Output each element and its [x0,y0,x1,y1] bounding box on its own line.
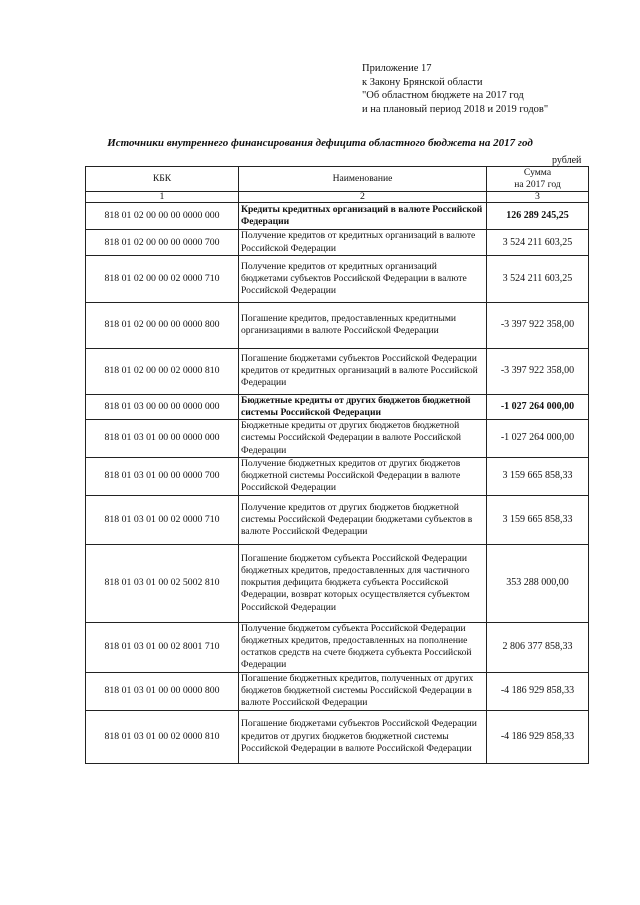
amount-cell: -4 186 929 858,33 [487,672,589,710]
name-cell: Погашение бюджетных кредитов, полученных от других бюджетов бюджетной системы Российской Федерации в валюте Российской Федерации [239,672,487,710]
kbk-cell: 818 01 03 01 00 00 0000 000 [86,420,239,458]
column-number: 2 [239,192,487,203]
name-cell: Получение кредитов от других бюджетов бюджетной системы Российской Федерации бюджетами субъектов в валюте Российской Федерации [239,495,487,544]
kbk-cell: 818 01 03 00 00 00 0000 000 [86,394,239,419]
financing-table [85,166,589,764]
kbk-cell: 818 01 02 00 00 00 0000 000 [86,203,239,230]
sum-header-line: Сумма [523,167,552,178]
amount-cell: -1 027 264 000,00 [487,420,589,458]
table-row [86,420,589,458]
name-cell: Погашение бюджетами субъектов Российской Федерации кредитов от кредитных организаций в валюте Российской Федерации [239,348,487,394]
column-number: 1 [86,192,239,203]
kbk-cell: 818 01 02 00 00 02 0000 810 [86,348,239,394]
name-cell: Получение кредитов от кредитных организаций бюджетами субъектов Российской Федерации в валюте Российской Федерации [239,255,487,302]
table-row [86,622,589,672]
sum-header-line: на 2017 год [514,179,561,191]
name-cell: Погашение бюджетами субъектов Российской Федерации кредитов от других бюджетов бюджетной системы Российской Федерации в валюте Российской Федерации [239,710,487,763]
table-row [86,302,589,348]
document-title: Источники внутреннего финансирования дефицита областного бюджета на 2017 год [107,137,533,149]
amount-cell: 2 806 377 858,33 [487,622,589,672]
table-row [86,710,589,763]
kbk-cell: 818 01 03 01 00 00 0000 700 [86,457,239,495]
amount-cell: 3 524 211 603,25 [487,230,589,255]
name-cell: Кредиты кредитных организаций в валюте Российской Федерации [239,203,487,230]
amount-cell: -3 397 922 358,00 [487,348,589,394]
name-cell: Погашение кредитов, предоставленных кредитными организациями в валюте Российской Федерации [239,302,487,348]
appendix-line: к Закону Брянской области [362,76,483,88]
amount-cell: 353 288 000,00 [487,544,589,622]
kbk-cell: 818 01 02 00 00 00 0000 700 [86,230,239,255]
kbk-cell: 818 01 03 01 00 00 0000 800 [86,672,239,710]
amount-cell: 3 159 665 858,33 [487,495,589,544]
header-row [86,167,589,192]
table-row [86,544,589,622]
amount-cell: -1 027 264 000,00 [487,394,589,419]
kbk-cell: 818 01 02 00 00 02 0000 710 [86,255,239,302]
amount-cell: -3 397 922 358,00 [487,302,589,348]
name-cell: Получение бюджетных кредитов от других бюджетов бюджетной системы Российской Федерации в валюте Российской Федерации [239,457,487,495]
appendix-line: Приложение 17 [362,63,432,74]
kbk-cell: 818 01 03 01 00 02 8001 710 [86,622,239,672]
kbk-cell: 818 01 03 01 00 02 0000 710 [86,495,239,544]
name-cell: Погашение бюджетом субъекта Российской Федерации бюджетных кредитов, предоставленных для частичного покрытия дефицита бюджета субъекта Российской Федерации, возврат которых осуществляется субъектом Российской Федерации [239,544,487,622]
name-header: Наименование [239,167,487,192]
name-cell: Бюджетные кредиты от других бюджетов бюджетной системы Российской Федерации в валюте Российской Федерации [239,420,487,458]
amount-cell: 3 524 211 603,25 [487,255,589,302]
amount-cell: 126 289 245,25 [487,203,589,230]
amount-cell: 3 159 665 858,33 [487,457,589,495]
table-row [86,348,589,394]
kbk-cell: 818 01 03 01 00 02 0000 810 [86,710,239,763]
kbk-cell: 818 01 03 01 00 02 5002 810 [86,544,239,622]
table-row [86,672,589,710]
table-row [86,394,589,419]
name-cell: Получение кредитов от кредитных организаций в валюте Российской Федерации [239,230,487,255]
table-row [86,230,589,255]
kbk-header: КБК [86,167,239,192]
appendix-line: и на плановый период 2018 и 2019 годов" [362,103,549,115]
name-cell: Получение бюджетом субъекта Российской Федерации бюджетных кредитов, предоставленных на пополнение остатков средств на счете бюджета субъекта Российской Федерации [239,622,487,672]
table-row [86,495,589,544]
table-row [86,203,589,230]
appendix-note [362,62,548,116]
appendix-line: "Об областном бюджете на 2017 год [362,90,524,101]
column-number-row [86,192,589,203]
units-label: рублей [552,155,582,166]
column-number: 3 [487,192,589,203]
table-row [86,457,589,495]
name-cell: Бюджетные кредиты от других бюджетов бюджетной системы Российской Федерации [239,394,487,419]
amount-cell: -4 186 929 858,33 [487,710,589,763]
sum-header [487,167,589,192]
table-row [86,255,589,302]
kbk-cell: 818 01 02 00 00 00 0000 800 [86,302,239,348]
